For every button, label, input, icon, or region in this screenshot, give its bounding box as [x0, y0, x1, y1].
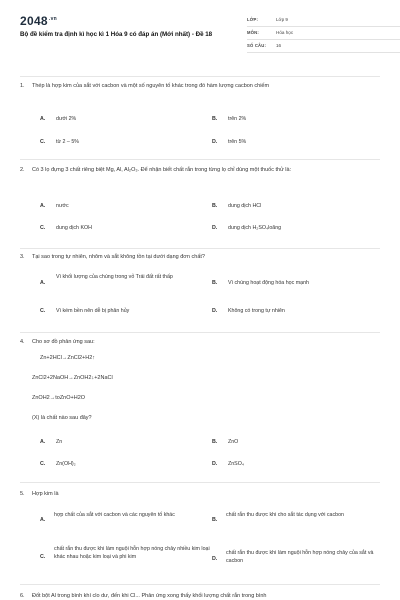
- question-4: 4. Cho sơ đồ phản ứng sau: Zn+2HCl→ZnCl2+H2↑ ZnCl2+2NaOH→ZnOH2↓+2NaCl ZnOH2→toZnO+H2O (X) là chất nào sau đây? A. Zn B. ZnO C. Zn(OH)₂ D. ZnSO₄: [20, 332, 380, 482]
- question-2: 2. Có 3 lọ đựng 3 chất riêng biệt Mg, Al, Al₂O₃. Để nhận biết chất rắn trong từng lọ chỉ dùng một thuốc thử là: A. nước B. dung dịch HCl C. dung dịch KOH D. dung dịch H₂SO₄loãng: [20, 159, 380, 248]
- question-number: 2.: [20, 167, 25, 173]
- question-text: Cho sơ đồ phản ứng sau:: [32, 339, 95, 345]
- question-6: [20, 584, 380, 600]
- meta-subject: MÔN: Hóa học: [247, 27, 400, 40]
- reaction-1: Zn+2HCl→ZnCl2+H2↑: [40, 355, 96, 361]
- site-logo[interactable]: $2048^{.vn}$: [20, 14, 58, 28]
- question-3: 3. Tại sao trong tự nhiên, nhôm và sắt không tồn tại dưới dạng đơn chất? A. Vì khối lượng của chúng trong vỏ Trái đất rất thấp B. Vì chúng hoạt động hóa học mạnh C. Vì kém bền nên dễ bị phân hủy D. Không có trong tự nhiên: [20, 248, 380, 332]
- question-text: Đốt bột Al trong bình khí clo dư, đến khi Cl... Phản ứng xong thấy khối lượng chất rắn trong bình: [32, 593, 267, 599]
- question-number: 4.: [20, 339, 25, 345]
- question-text: Thép là hợp kim của sắt với cacbon và một số nguyên tố khác trong đó hàm lượng cacbon chiếm: [32, 83, 270, 89]
- question-prompt: (X) là chất nào sau đây?: [32, 415, 92, 421]
- document-title: Bộ đề kiểm tra định kì học kì 1 Hóa 9 có đáp án (Mới nhất) - Đề 18: [20, 31, 213, 38]
- question-text: Có 3 lọ đựng 3 chất riêng biệt Mg, Al, Al₂O₃. Để nhận biết chất rắn trong từng lọ chỉ dùng một thuốc thử là:: [32, 167, 292, 173]
- document-meta: [247, 14, 400, 53]
- question-number: 5.: [20, 491, 25, 497]
- question-5: 5. Hợp kim là A. hợp chất của sắt với cacbon và các nguyên tố khác B. chất rắn thu được khi cho sắt tác dụng với cacbon C. chất rắn thu được khi làm nguội hỗn hợp nóng chảy nhiều kim loại khác nhau hoặc kim loại và phi kim D. chất rắn thu được khi làm nguội hỗn hợp nóng chảy của sắt và cacbon: [20, 482, 380, 584]
- question-text: Tại sao trong tự nhiên, nhôm và sắt không tồn tại dưới dạng đơn chất?: [32, 254, 205, 260]
- reaction-3: ZnOH2→toZnO+H2O: [32, 395, 86, 401]
- question-1: 1. Thép là hợp kim của sắt với cacbon và một số nguyên tố khác trong đó hàm lượng cacbon chiếm A. dưới 2% B. trên 2% C. từ 2 – 5% D. trên 5%: [20, 76, 380, 164]
- meta-question-count: SỐ CÂU: 16: [247, 40, 400, 53]
- document-header: [20, 14, 380, 54]
- reaction-2: ZnCl2+2NaOH→ZnOH2↓+2NaCl: [32, 375, 113, 381]
- question-number: 1.: [20, 83, 25, 89]
- question-number: 3.: [20, 254, 25, 260]
- question-text: Hợp kim là: [32, 491, 59, 497]
- question-number: 6.: [20, 593, 25, 599]
- meta-class: LỚP: Lớp 9: [247, 14, 400, 27]
